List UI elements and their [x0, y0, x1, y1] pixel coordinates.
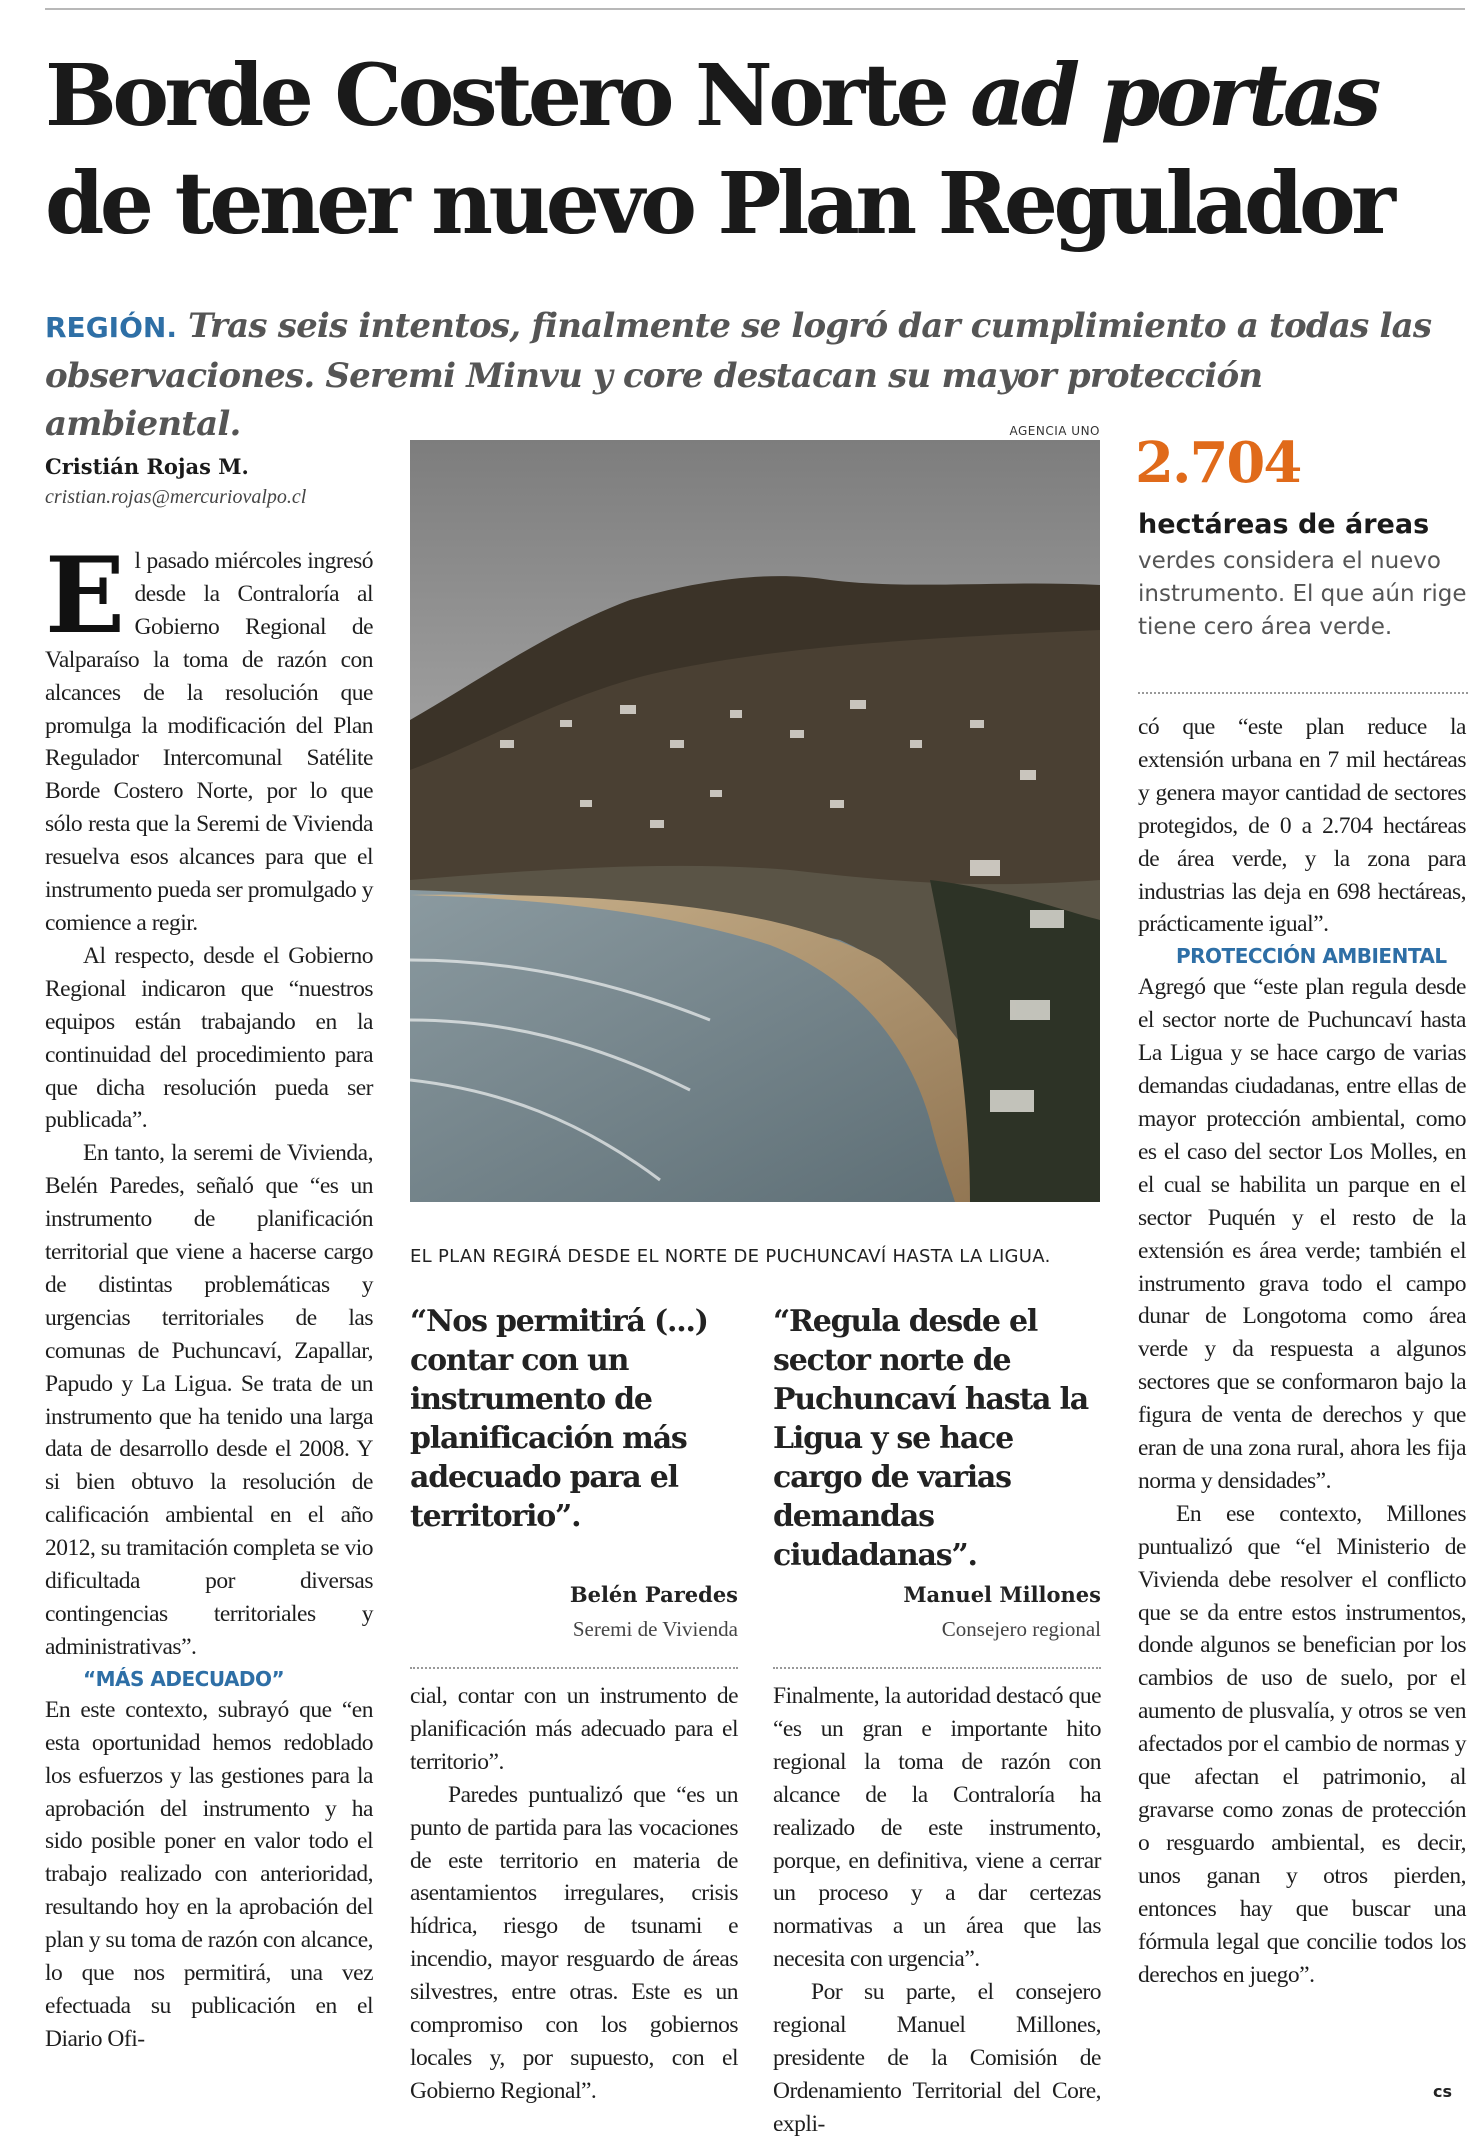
top-rule — [45, 8, 1465, 10]
paragraph: En ese contexto, Millones puntualizó que “el Ministerio de Vivienda debe resolver el conflicto que se da entre estos instrumentos, donde algunos se benefician por los cambios de uso de suelo, por el aumento de plusvalía, y otros se ven afectados por el cambio de normas y que afectan el patrimonio, al gravarse como zonas de protección o resguardo ambiental, es decir, unos ganan y otros pierden, entonces hay que buscar una fórmula legal que concilie todos los derechos en juego”. — [1138, 1500, 1466, 1988]
divider — [773, 1667, 1101, 1669]
stat-body: verdes considera el nuevo instrumento. El que aún rige tiene cero área verde. — [1138, 548, 1467, 640]
stat-number: 2.704 — [1135, 430, 1301, 496]
divider — [1138, 692, 1468, 694]
quote-2-role: Consejero regional — [941, 1617, 1101, 1641]
paragraph: En tanto, la seremi de Vivienda, Belén Paredes, señaló que “es un instrumento de planificación territorial que viene a hacerse cargo de distintas problemáticas y urgencias territoriales de las comunas de Puchuncaví, Zapallar, Papudo y La Ligua. Se trata de un instrumento que ha tenido una larga data de desarrollo desde el 2008. Y si bien obtuvo la resolución de calificación ambiental en el año 2012, su tramitación completa se vio dificultada por diversas contingencias territoriales y administrativas”. — [45, 1140, 373, 1660]
photo-caption: EL PLAN REGIRÁ DESDE EL NORTE DE PUCHUNCAVÍ HASTA LA LIGUA. — [410, 1246, 1051, 1267]
end-mark-icon — [1433, 2082, 1459, 2105]
quote-1-role: Seremi de Vivienda — [572, 1617, 738, 1641]
paragraph: Finalmente, la autoridad destacó que “es un gran e importante hito regional la toma de razón con alcance de la Contraloría ha realizado de este instrumento, porque, en definitiva, viene a cerrar un proceso y a dar certezas normativas a un área que las necesita con urgencia”. — [773, 1683, 1101, 1973]
paragraph: Por su parte, el consejero regional Manuel Millones, presidente de la Comisión de Ordenamiento Territorial del Core, expli- — [773, 1979, 1101, 2137]
paragraph: En este contexto, subrayó que “en esta oportunidad hemos redoblado los esfuerzos y las gestiones para la aprobación del instrumento y ha sido posible poner en valor todo el trabajo realizado con anterioridad, resultando hoy en la aprobación del plan y su toma de razón con alcance, lo que nos permitirá, una vez efectuada su publicación en el Diario Ofi- — [45, 1696, 373, 2052]
subhead-proteccion-ambiental: PROTECCIÓN AMBIENTAL — [1176, 944, 1447, 969]
author-name: Cristián Rojas M. — [45, 454, 249, 479]
paragraph: cial, contar con un instrumento de planificación más adecuado para el territorio”. — [410, 1683, 738, 1775]
column-3 — [773, 1680, 1101, 2141]
coast-photo — [410, 440, 1100, 1202]
paragraph: Paredes puntualizó que “es un punto de partida para las vocaciones de este territorio en materia de asentamientos irregulares, crisis hídrica, riesgo de tsunami e incendio, mayor resguardo de áreas silvestres, entre otras. Este es un compromiso con los gobiernos locales y, por supuesto, con el Gobierno Regional”. — [410, 1781, 738, 2104]
deck — [45, 302, 1465, 448]
byline — [45, 452, 375, 512]
divider — [410, 1667, 738, 1669]
deck-text: Tras seis intentos, finalmente se logró dar cumplimiento a todas las observaciones. Seremi Minvu y core destacan su mayor protección ambiental. — [45, 306, 1432, 444]
pull-quote-1: “Nos permitirá (...) contar con un instrumento de planificación más adecuado para el territorio”. — [410, 1304, 708, 1534]
paragraph: Al respecto, desde el Gobierno Regional indicaron que “nuestros equipos están trabajando en la continuidad del procedimiento para que dicha resolución pueda ser publicada”. — [45, 942, 373, 1134]
author-email[interactable]: cristian.rojas@mercuriovalpo.cl — [45, 486, 307, 508]
quote-1-name: Belén Paredes — [569, 1582, 738, 1607]
headline-italic: ad portas — [970, 46, 1377, 146]
column-4 — [1138, 711, 1466, 1991]
quote-2-name: Manuel Millones — [903, 1582, 1101, 1607]
column-1 — [45, 533, 373, 2056]
column-2 — [410, 1680, 738, 2108]
svg-text:cs: cs — [1433, 2082, 1453, 2100]
stat-heading: hectáreas de áreas — [1138, 509, 1430, 540]
headline: Borde Costero Norte ad portas de tener nuevo Plan Regulador — [45, 46, 1392, 254]
subhead-mas-adecuado: “MÁS ADECUADO” — [83, 1666, 285, 1691]
photo-credit: AGENCIA UNO — [1009, 424, 1100, 438]
section-tag: REGIÓN. — [45, 311, 177, 344]
pull-quote-2: “Regula desde el sector norte de Puchuncaví hasta la Ligua y se hace cargo de varias demandas ciudadanas”. — [773, 1304, 1088, 1573]
paragraph: có que “este plan reduce la extensión urbana en 7 mil hectáreas y genera mayor cantidad de sectores protegidos, de 0 a 2.704 hectáreas de área verde, y la zona para industrias las deja en 698 hectáreas, prácticamente igual”. — [1138, 714, 1466, 938]
paragraph: Agregó que “este plan regula desde el sector norte de Puchuncaví hasta La Ligua y se hace cargo de varias demandas ciudadanas, entre ellas de mayor protección ambiental, como es el caso del sector Los Molles, en el cual se habilita un parque en el sector Puquén y el resto de la extensión es área verde; también el instrumento grava todo el campo dunar de Longotoma como área verde y da respuesta a algunos sectores que se conformaron bajo la figura de venta de derechos y que eran de una zona rural, ahora les fija norma y densidades”. — [1138, 974, 1466, 1494]
drop-cap: E — [45, 533, 125, 657]
paragraph: El pasado miércoles ingresó desde la Contraloría al Gobierno Regional de Valparaíso la toma de razón con alcances de la resolución que promulga la modificación del Plan Regulador Intercomunal Satélite Borde Costero Norte, por lo que sólo resta que la Seremi de Vivienda resuelva esos alcances para que el instrumento pueda ser promulgado y comience a regir. — [45, 533, 373, 936]
